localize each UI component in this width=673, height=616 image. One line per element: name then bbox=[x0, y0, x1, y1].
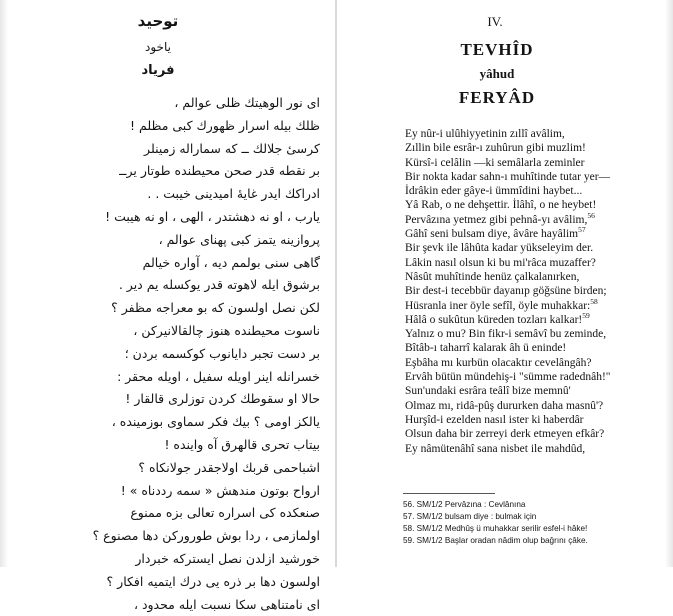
verse-line bbox=[405, 284, 665, 298]
left-page bbox=[0, 0, 336, 612]
right-page bbox=[337, 0, 673, 567]
poem-subtitle-2: FERYÂD bbox=[458, 88, 536, 107]
ottoman-title: توحيد bbox=[137, 12, 179, 30]
verse-line bbox=[405, 399, 665, 413]
transliteration-verse-block bbox=[405, 127, 665, 456]
poem-title: TEVHÎD bbox=[460, 40, 534, 59]
verse-line bbox=[405, 256, 665, 270]
ottoman-verse-line: پروازينه يتمز كبى پهناى عوالم ، bbox=[158, 231, 320, 247]
verse-line bbox=[405, 356, 665, 370]
verse-text: Kürsî-i celâlin —ki semâlarla zeminler bbox=[405, 156, 585, 169]
footnote: 57. SM/1/2 bulsam diye : bulmak için bbox=[403, 512, 537, 521]
verse-line bbox=[405, 427, 665, 441]
verse-line bbox=[405, 184, 665, 198]
ottoman-verse-line: خسرانله اينر اويله سفيل ، اويله محقر : bbox=[117, 368, 320, 384]
ottoman-verse-line: اى نامتناهى سكا نسبت ايله محدود ، bbox=[133, 596, 320, 612]
footnote-marker: 59 bbox=[582, 311, 590, 321]
poem-subtitle: yâhud bbox=[479, 66, 515, 81]
verse-line bbox=[405, 156, 665, 170]
verse-line bbox=[405, 241, 665, 255]
ottoman-verse-line: اولسون دها بر ذره يى درك ايتميه افكار ؟ bbox=[106, 573, 320, 589]
verse-text: Hüsranla iner öyle sefîl, öyle muhakkar: bbox=[405, 299, 591, 312]
ottoman-verse-line: كرسىٔ جلالك ــ كه سماراله زمينلر bbox=[144, 140, 320, 156]
ottoman-verse-line: اولمازمى ، ردا بوش طوروركن دها مصنوع ؟ bbox=[92, 528, 320, 544]
verse-line bbox=[405, 313, 665, 327]
ottoman-verse-line: بيتاب تحرى قالهرق آه واينده ! bbox=[164, 436, 320, 452]
ottoman-verse-line: اشباحمى قربك اولاجقدر جولانكاه ؟ bbox=[138, 459, 320, 475]
footnotes-block bbox=[403, 499, 665, 547]
verse-line bbox=[405, 198, 665, 212]
verse-text: Bir dest-i tecebbür dayanıp göğsüne birden; bbox=[405, 285, 607, 298]
verse-text: Gâhî seni bulsam diye, âvâre hayâlim bbox=[405, 228, 579, 241]
ottoman-verse-line: گاهى سنى بولمم ديه ، آواره خيالم bbox=[142, 254, 320, 270]
ottoman-verse-line: بر دست تجبر دايانوب كوكسمه بردن ؛ bbox=[124, 345, 320, 361]
verse-line bbox=[405, 141, 665, 155]
verse-line bbox=[405, 384, 665, 398]
ottoman-verse-line: لكن نصل اولسون كه بو معراجه مظفر ؟ bbox=[111, 300, 320, 316]
ottoman-verse-line: خورشيد ازلدن نصل ايستركه خبردار bbox=[135, 550, 320, 566]
verse-text: Hurşîd-i ezelden nasıl ister ki haberdâr bbox=[405, 413, 584, 426]
verse-text: Yalnız o mu? Bin fikr-i semâvî bu zeminde, bbox=[405, 328, 607, 341]
verse-line bbox=[405, 296, 665, 313]
page-edge-shadow-right bbox=[665, 0, 673, 567]
ottoman-verse-line: حالا او سقوطك كردن توزلرى قالقار ! bbox=[125, 391, 320, 407]
verse-text: Sun'undaki esrâra teâlî bize memnû' bbox=[405, 385, 571, 398]
ottoman-verse-block bbox=[55, 92, 320, 616]
footnote-marker: 57 bbox=[578, 225, 586, 235]
verse-text: Olsun daha bir zerreyi derk etmeyen efkâr? bbox=[405, 428, 605, 441]
verse-line bbox=[405, 327, 665, 341]
verse-line bbox=[405, 370, 665, 384]
page-edge-shadow bbox=[0, 0, 8, 567]
verse-text: Hâlâ o sukûtun küreden tozları kalkar! bbox=[405, 313, 583, 326]
verse-text: Lâkin nasıl olsun ki bu mi'râca muzaffer? bbox=[405, 256, 596, 269]
verse-line bbox=[405, 210, 665, 227]
footnote-marker: 58 bbox=[590, 296, 598, 306]
footnote: 56. SM/1/2 Pervâzına : Cevlânına bbox=[403, 500, 526, 509]
verse-line bbox=[405, 127, 665, 141]
page-number: IV. bbox=[487, 14, 503, 29]
verse-line bbox=[405, 442, 665, 456]
verse-text: Ey nâmütenâhî sana nisbet ile mahdûd, bbox=[405, 442, 586, 455]
verse-line bbox=[405, 170, 665, 184]
ottoman-verse-line: صنعكده كى اسراره تعالى بزه ممنوع bbox=[130, 505, 320, 521]
verse-text: Ervâh bütün mündehiş-i "sümme radednâh!" bbox=[405, 371, 611, 384]
ottoman-verse-line: ارواح بوتون مندهش « سمه رددناه » ! bbox=[120, 482, 320, 498]
footnote-rule bbox=[403, 493, 495, 494]
ottoman-verse-line: ظلك بيله اسرار ظهورك كبى مظلم ! bbox=[130, 117, 320, 133]
ottoman-verse-line: يالكز اومى ؟ بيك فكر سماوى بوزمينده ، bbox=[111, 414, 320, 430]
ottoman-verse-line: برشوق ايله لاهوته قدر يوكسله يم دير . bbox=[118, 277, 320, 293]
verse-text: Bîtâb-ı taharrî kalarak âh ü eninde! bbox=[405, 342, 567, 355]
verse-line bbox=[405, 413, 665, 427]
ottoman-verse-line: ناسوت محيطنده هنوز چالقالانيركن ، bbox=[133, 322, 320, 338]
footnote: 59. SM/1/2 Başlar oradan nâdim olup bağrını çâke. bbox=[403, 536, 588, 545]
ottoman-subtitle-2: فرياد bbox=[141, 63, 175, 78]
verse-line bbox=[405, 227, 665, 241]
ottoman-verse-line: بر نقطه قدر صحن محيطنده طوتار يرــ bbox=[119, 163, 320, 179]
verse-text: Pervâzına yetmez gibi pehnâ-yı avâlim, bbox=[405, 213, 588, 226]
ottoman-verse-line: ادراكك ايدر غايهٔ اميدينى خيبت . . bbox=[147, 186, 320, 202]
verse-text: Ey nûr-i ulûhiyyetinin zıllî avâlim, bbox=[405, 128, 565, 140]
verse-line bbox=[405, 270, 665, 284]
ottoman-verse-line: يارب ، او نه دهشتدر ، الهى ، او نه هيبت ! bbox=[105, 208, 320, 224]
verse-text: Bir nokta kadar sahn-ı muhîtinde tutar yer— bbox=[405, 170, 611, 183]
verse-text: Olmaz mı, ridâ-pûş dururken daha masnû'? bbox=[405, 399, 604, 412]
verse-text: İdrâkin eder gâye-i ümmîdini haybet... bbox=[405, 185, 583, 198]
verse-text: Eşbâha mı kurbün olacaktır cevelângâh? bbox=[405, 356, 592, 369]
footnote-marker: 56 bbox=[587, 210, 595, 220]
verse-text: Zıllin bile esrâr-ı zuhûrun gibi muzlim! bbox=[405, 142, 586, 155]
verse-line bbox=[405, 341, 665, 355]
ottoman-verse-line: اى نور الوهيتك ظلى عوالم ، bbox=[174, 95, 320, 110]
verse-text: Yâ Rab, o ne dehşettir. İlâhî, o ne heybet! bbox=[405, 199, 597, 212]
verse-text: Bir şevk ile lâhûta kadar yükseleyim der. bbox=[405, 242, 594, 255]
ottoman-subtitle: ياخود bbox=[145, 40, 171, 54]
verse-text: Nâsût muhîtinde henüz çalkalanırken, bbox=[405, 270, 580, 283]
footnote: 58. SM/1/2 Medhûş ü muhakkar serilir esfel-i hâke! bbox=[403, 524, 588, 533]
